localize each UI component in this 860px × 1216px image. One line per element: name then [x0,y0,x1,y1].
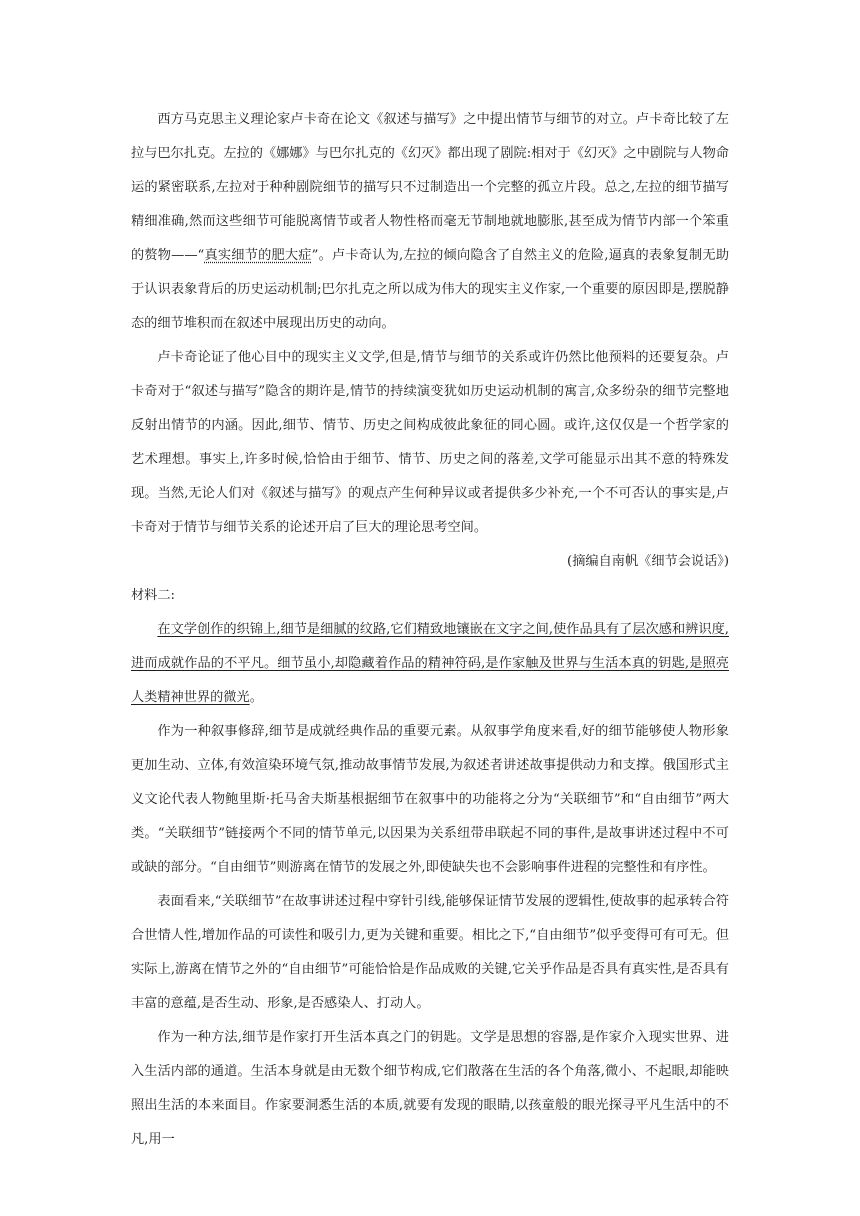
paragraph-detail-intro [131,613,729,715]
document-body [131,103,729,1157]
paragraph-narrative-rhetoric: 作为一种叙事修辞,细节是成就经典作品的重要元素。从叙事学角度来看,好的细节能够使人物形象更加生动、立体,有效渲染环境气氛,推动故事情节发展,为叙述者讲述故事提供动力和支撑。俄国形式主义文论代表人物鲍里斯·托马舍夫斯基根据细节在叙事中的功能将之分为“关联细节”和“自由细节”两大类。“关联细节”链接两个不同的情节单元,以因果为关系纽带串联起不同的事件,是故事讲述过程中不可或缺的部分。“自由细节”则游离在情节的发展之外,即使缺失也不会影响事件进程的完整性和有序性。 [131,724,729,875]
paragraph-lukacs-realism: 卢卡奇论证了他心目中的现实主义文学,但是,情节与细节的关系或许仍然比他预料的还要复杂。卢卡奇对于“叙述与描写”隐含的期许是,情节的持续演变犹如历史运动机制的寓言,众多纷杂的细节完整地反射出情节的内涵。因此,细节、情节、历史之间构成彼此象征的同心圆。或许,这仅仅是一个哲学家的艺术理想。事实上,许多时候,恰恰由于细节、情节、历史之间的落差,文学可能显示出其不意的特殊发现。当然,无论人们对《叙述与描写》的观点产生何种异议或者提供多少补充,一个不可否认的事实是,卢卡奇对于情节与细节关系的论述开启了巨大的理论思考空间。 [131,350,729,535]
paragraph-free-details: 表面看来,“关联细节”在故事讲述过程中穿针引线,能够保证情节发展的逻辑性,使故事的起承转合符合世情人性,增加作品的可读性和吸引力,更为关键和重要。相比之下,“自由细节”似乎变得可有可无。但实际上,游离在情节之外的“自由细节”可能恰恰是作品成败的关键,它关乎作品是否具有真实性,是否具有丰富的意蕴,是否生动、形象,是否感染人、打动人。 [131,894,729,1011]
source-citation: (摘编自南帆《细节会说话》) [567,554,729,569]
material-label: 材料二: [131,588,176,603]
paragraph-text: ”。卢卡奇认为,左拉的倾向隐含了自然主义的危险,逼真的表象复制无助于认识表象背后的历史运动机制;巴尔扎克之所以成为伟大的现实主义作家,一个重要的原因即是,摆脱静态的细节堆积而在叙述中展现出历史的动向。 [131,248,730,331]
paragraph-text: 西方马克思主义理论家卢卡奇在论文《叙述与描写》之中提出情节与细节的对立。卢卡奇比较了左拉与巴尔扎克。左拉的《娜娜》与巴尔扎克的《幻灭》都出现了剧院:相对于《幻灭》之中剧院与人物命运的紧密联系,左拉对于种种剧院细节的描写只不过制造出一个完整的孤立片段。总之,左拉的细节描写精细准确,然而这些细节可能脱离情节或者人物性格而毫无节制地就地膨胀,甚至成为情节内部一个笨重的赘物——“ [131,112,729,263]
paragraph-text: 。 [249,690,263,705]
paragraph-lukacs-contrast [131,103,729,341]
paragraph-detail-method: 作为一种方法,细节是作家打开生活本真之门的钥匙。文学是思想的容器,是作家介入现实世界、进入生活内部的通道。生活本身就是由无数个细节构成,它们散落在生活的各个角落,微小、不起眼,却能映照出生活的本来面目。作家要洞悉生活的本质,就要有发现的眼睛,以孩童般的眼光探寻平凡生活中的不凡,用一 [131,1030,729,1147]
emphasized-phrase: 真实细节的肥大症 [204,248,312,263]
underlined-passage: 在文学创作的织锦上,细节是细腻的纹路,它们精致地镶嵌在文字之间,使作品具有了层次感和辨识度,进而成就作品的不平凡。细节虽小,却隐藏着作品的精神符码,是作家触及世界与生活本真的钥匙,是照亮人类精神世界的微光 [131,622,729,705]
